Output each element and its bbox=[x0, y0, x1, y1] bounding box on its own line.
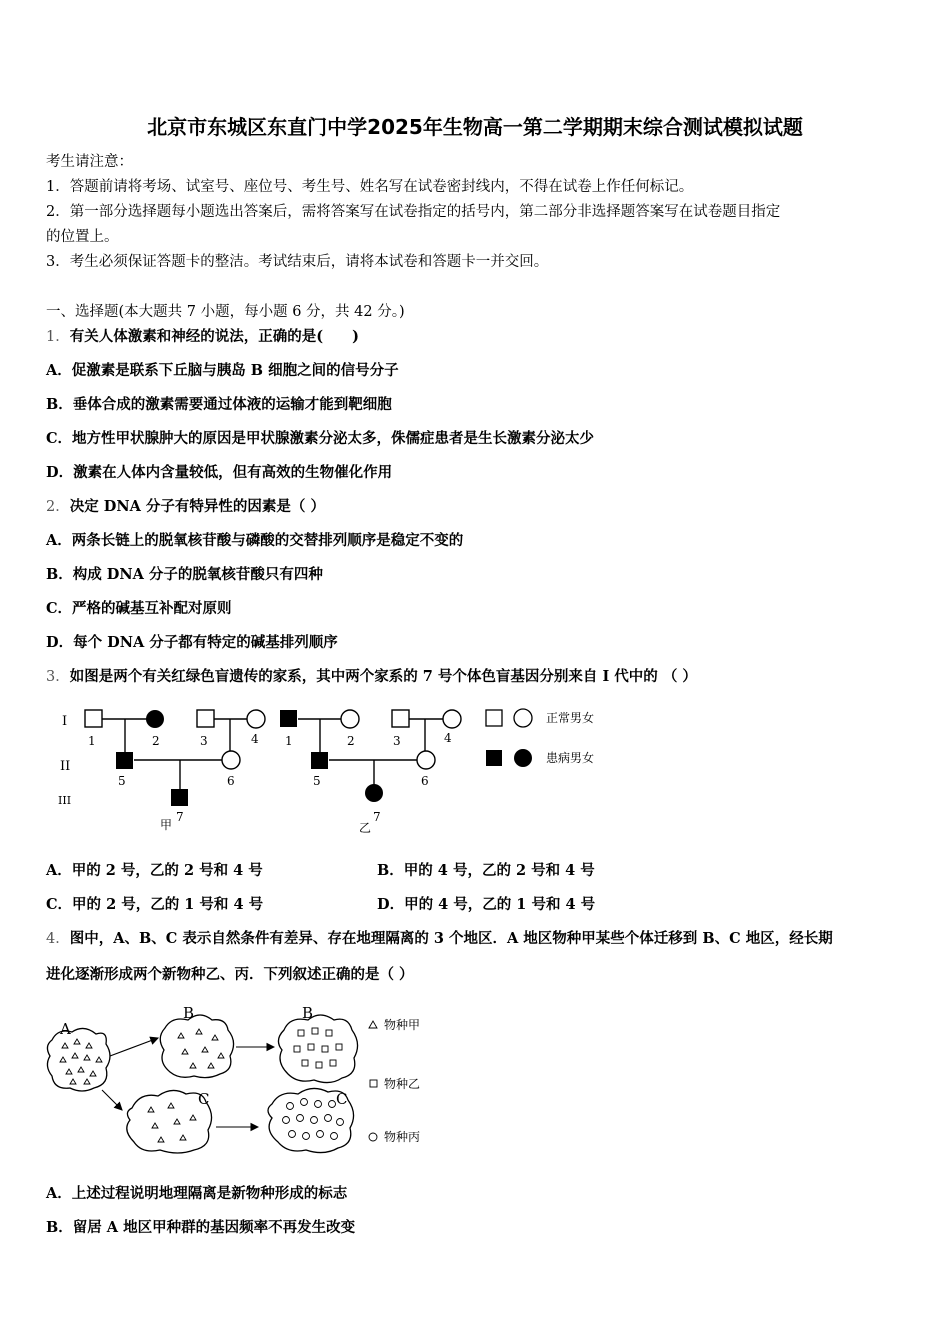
q1-option-d: D．激素在人体内含量较低，但有高效的生物催化作用 bbox=[46, 464, 393, 481]
question-stem: 如图是两个有关红绿色盲遗传的家系，其中两个家系的 7 号个体色盲基因分别来自 I 代中的 （ ） bbox=[69, 668, 697, 685]
legend-circle-icon bbox=[369, 1133, 377, 1141]
q2-option-d: D．每个 DNA 分子都有特定的碱基排列顺序 bbox=[46, 634, 338, 651]
q4-option-b: B．留居 A 地区甲种群的基因频率不再发生改变 bbox=[46, 1219, 356, 1236]
family-label: 甲 bbox=[160, 818, 173, 832]
pedigree-male-normal bbox=[392, 710, 409, 727]
question-stem: 图中，A、B、C 表示自然条件有差异、存在地理隔离的 3 个地区．A 地区物种甲某些个体迁移到 B、C 地区，经长期 bbox=[69, 930, 833, 947]
question-number: 1． bbox=[46, 329, 70, 345]
generation-label: I bbox=[62, 714, 68, 729]
legend-species-bing: 物种丙 bbox=[384, 1130, 421, 1144]
individual-number: 4 bbox=[444, 731, 452, 745]
family-label: 乙 bbox=[359, 821, 372, 835]
question-2 bbox=[46, 497, 325, 517]
individual-number: 4 bbox=[251, 732, 259, 746]
legend-normal-label: 正常男女 bbox=[546, 711, 595, 725]
pedigree-female-normal bbox=[341, 710, 359, 728]
pedigree-figure bbox=[40, 700, 640, 845]
individual-number: 6 bbox=[227, 774, 235, 788]
speciation-figure bbox=[40, 1000, 460, 1165]
region-label-c: C bbox=[198, 1090, 210, 1108]
page-title: 北京市东城区东直门中学2025年生物高一第二学期期末综合测试模拟试题 bbox=[147, 115, 803, 139]
individual-number: 1 bbox=[88, 734, 96, 748]
arrow-a-to-c bbox=[102, 1090, 122, 1110]
legend-species-jia: 物种甲 bbox=[384, 1018, 421, 1032]
individual-number: 1 bbox=[285, 734, 293, 748]
q1-option-a: A．促激素是联系下丘脑与胰岛 B 细胞之间的信号分子 bbox=[46, 362, 399, 379]
individual-number: 6 bbox=[421, 774, 429, 788]
individual-number: 3 bbox=[393, 734, 401, 748]
legend-male-normal bbox=[486, 710, 502, 726]
generation-label: II bbox=[60, 759, 71, 774]
question-number: 3． bbox=[46, 669, 70, 685]
region-label-b-evolved: B bbox=[302, 1004, 314, 1022]
pedigree-male-normal bbox=[85, 710, 102, 727]
notice-heading: 考生请注意： bbox=[46, 154, 133, 170]
arrow-a-to-b bbox=[110, 1038, 158, 1056]
question-4-stem-continued: 进化逐渐形成两个新物种乙、丙．下列叙述正确的是（ ） bbox=[46, 966, 414, 983]
question-number: 2． bbox=[46, 499, 70, 515]
legend-affected-label: 患病男女 bbox=[546, 751, 595, 765]
q3-option-c: C．甲的 2 号，乙的 1 号和 4 号 bbox=[46, 896, 264, 913]
question-4 bbox=[46, 929, 833, 949]
pedigree-female-normal bbox=[222, 751, 240, 769]
individual-number: 2 bbox=[152, 734, 160, 748]
legend-triangle-icon bbox=[369, 1021, 377, 1028]
question-3 bbox=[46, 667, 697, 687]
pedigree-female-affected bbox=[146, 710, 164, 728]
region-label-a: A bbox=[60, 1020, 71, 1038]
region-b-evolved bbox=[278, 1015, 357, 1083]
q3-option-d: D．甲的 4 号，乙的 1 号和 4 号 bbox=[377, 896, 596, 913]
q3-option-a: A．甲的 2 号，乙的 2 号和 4 号 bbox=[46, 862, 263, 879]
question-1 bbox=[46, 327, 359, 347]
pedigree-female-affected bbox=[365, 784, 383, 802]
notice-item: 2．第一部分选择题每小题选出答案后，需将答案写在试卷指定的括号内，第二部分非选择题答案写在试卷题目指定 bbox=[46, 204, 781, 220]
pedigree-male-affected bbox=[280, 710, 297, 727]
pedigree-male-normal bbox=[197, 710, 214, 727]
individual-number: 3 bbox=[200, 734, 208, 748]
legend-species-yi: 物种乙 bbox=[384, 1077, 421, 1091]
pedigree-male-affected bbox=[171, 789, 188, 806]
section-heading: 一、选择题(本大题共 7 小题，每小题 6 分，共 42 分。) bbox=[46, 304, 405, 320]
notice-item: 的位置上。 bbox=[46, 229, 119, 245]
pedigree-male-affected bbox=[311, 752, 328, 769]
pedigree-male-affected bbox=[116, 752, 133, 769]
legend-female-normal bbox=[514, 709, 532, 727]
legend-square-icon bbox=[370, 1080, 377, 1087]
q4-option-a: A．上述过程说明地理隔离是新物种形成的标志 bbox=[46, 1185, 348, 1202]
pedigree-female-normal bbox=[443, 710, 461, 728]
individual-number: 5 bbox=[313, 774, 321, 788]
question-stem: 决定 DNA 分子有特异性的因素是（ ） bbox=[69, 498, 325, 515]
q3-option-b: B．甲的 4 号，乙的 2 号和 4 号 bbox=[377, 862, 595, 879]
individual-number: 7 bbox=[373, 810, 381, 824]
notice-item: 3．考生必须保证答题卡的整洁。考试结束后，请将本试卷和答题卡一并交回。 bbox=[46, 254, 549, 270]
question-stem: 有关人体激素和神经的说法，正确的是( ) bbox=[69, 328, 359, 345]
region-b bbox=[160, 1015, 233, 1078]
individual-number: 2 bbox=[347, 734, 355, 748]
notice-item: 1．答题前请将考场、试室号、座位号、考生号、姓名写在试卷密封线内，不得在试卷上作任何标记。 bbox=[46, 179, 694, 195]
q1-option-c: C．地方性甲状腺肿大的原因是甲状腺激素分泌太多，侏儒症患者是生长激素分泌太少 bbox=[46, 430, 595, 447]
q2-option-a: A．两条长链上的脱氧核苷酸与磷酸的交替排列顺序是稳定不变的 bbox=[46, 532, 464, 549]
region-label-b: B bbox=[183, 1004, 195, 1022]
pedigree-female-normal bbox=[417, 751, 435, 769]
question-number: 4． bbox=[46, 931, 70, 947]
q1-option-b: B．垂体合成的激素需要通过体液的运输才能到靶细胞 bbox=[46, 396, 392, 413]
legend-male-affected bbox=[486, 750, 502, 766]
legend-female-affected bbox=[514, 749, 532, 767]
generation-label: III bbox=[58, 794, 72, 807]
pedigree-female-normal bbox=[247, 710, 265, 728]
region-label-c-evolved: C bbox=[336, 1090, 348, 1108]
individual-number: 7 bbox=[176, 810, 184, 824]
q2-option-b: B．构成 DNA 分子的脱氧核苷酸只有四种 bbox=[46, 566, 323, 583]
individual-number: 5 bbox=[118, 774, 126, 788]
q2-option-c: C．严格的碱基互补配对原则 bbox=[46, 600, 232, 617]
